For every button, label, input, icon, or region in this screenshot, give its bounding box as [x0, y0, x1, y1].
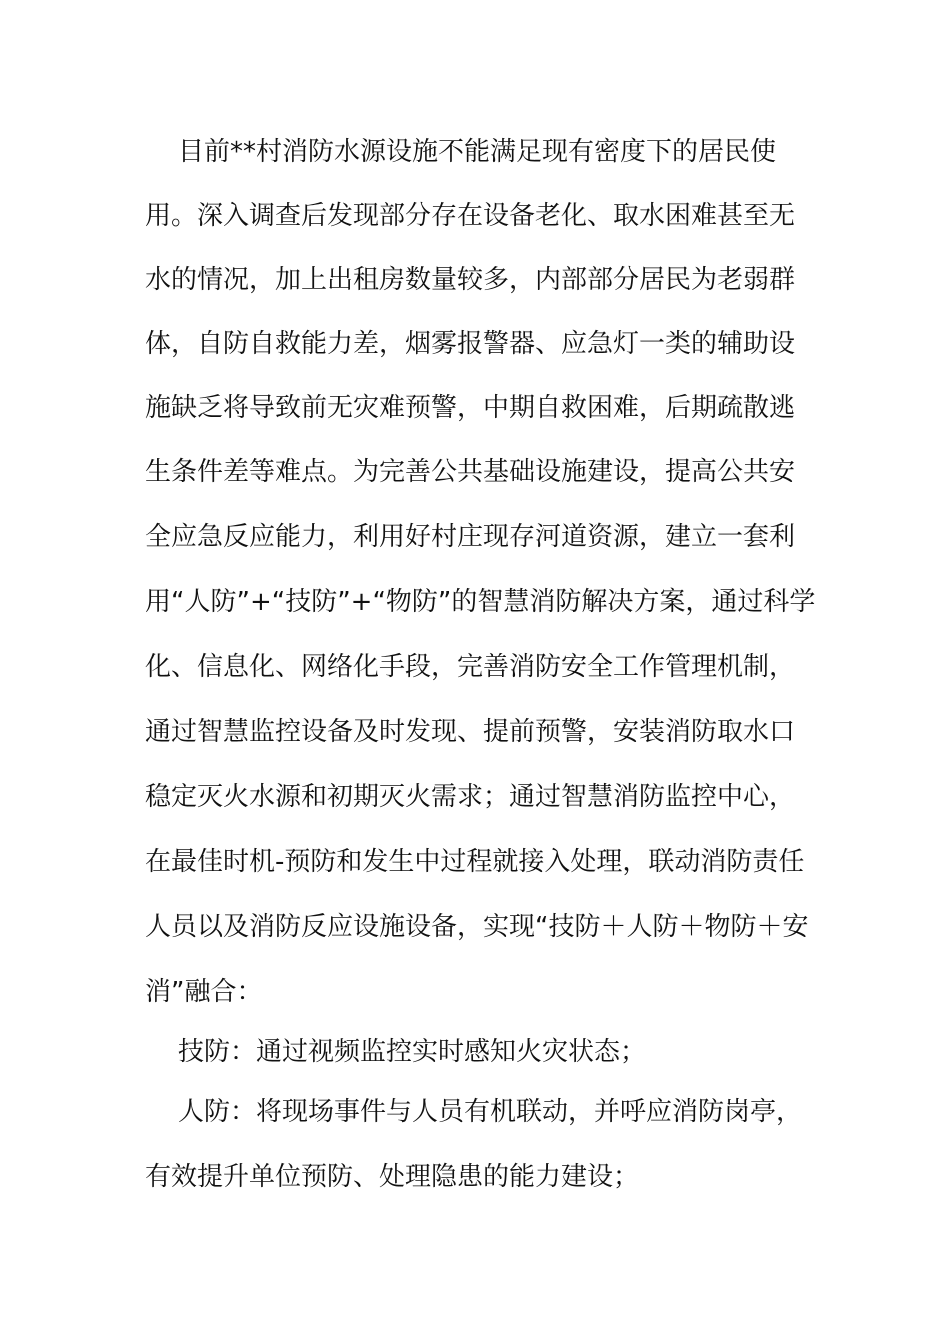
text-line: 施缺乏将导致前无灾难预警，中期自救困难，后期疏散逃	[145, 393, 796, 423]
text-line: 化、信息化、网络化手段，完善消防安全工作管理机制，	[145, 652, 796, 682]
text-line: 用。深入调查后发现部分存在设备老化、取水困难甚至无	[145, 201, 796, 231]
text-line: 通过智慧监控设备及时发现、提前预警，安装消防取水口	[145, 717, 796, 747]
text-line: 水的情况，加上出租房数量较多，内部部分居民为老弱群	[145, 265, 796, 295]
text-line: 体，自防自救能力差，烟雾报警器、应急灯一类的辅助设	[145, 329, 796, 359]
text-line: 消”融合：	[145, 977, 263, 1007]
text-line: 技防：通过视频监控实时感知火灾状态；	[145, 1037, 647, 1067]
text-line: 在最佳时机-预防和发生中过程就接入处理，联动消防责任	[145, 847, 805, 877]
text-line: 人员以及消防反应设施设备，实现“技防＋人防＋物防＋安	[145, 912, 809, 942]
text-line: 稳定灭火水源和初期灭火需求；通过智慧消防监控中心，	[145, 782, 796, 812]
text-line: 目前**村消防水源设施不能满足现有密度下的居民使	[145, 137, 777, 167]
text-line: 全应急反应能力，利用好村庄现存河道资源，建立一套利	[145, 522, 796, 552]
text-line: 生条件差等难点。为完善公共基础设施建设，提高公共安	[145, 457, 796, 487]
text-line: 人防：将现场事件与人员有机联动，并呼应消防岗亭，	[145, 1097, 803, 1127]
text-line: 有效提升单位预防、处理隐患的能力建设；	[145, 1162, 640, 1192]
text-line: 用“人防”+“技防”+“物防”的智慧消防解决方案，通过科学	[145, 587, 816, 617]
